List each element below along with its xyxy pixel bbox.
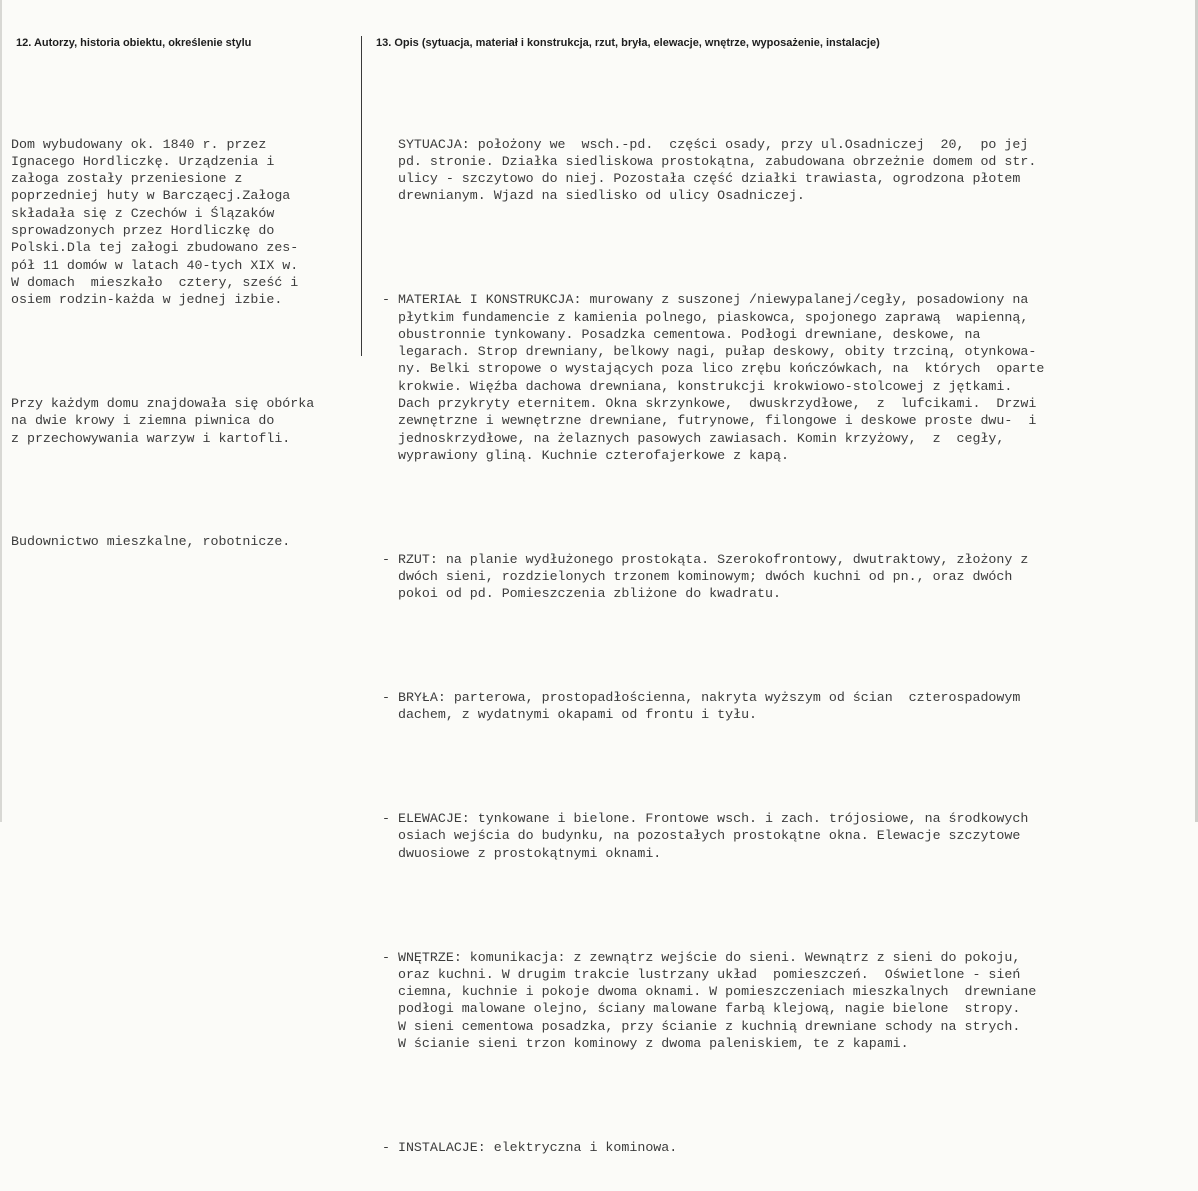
style-paragraph: Budownictwo mieszkalne, robotnicze.: [11, 534, 291, 550]
section-13-header: 13. Opis (sytuacja, materiał i konstrukcja, rzut, bryła, elewacje, wnętrze, wyposażenie, instalacje): [376, 37, 880, 49]
section-12-header: 12. Autorzy, historia obiektu, określenie stylu: [16, 37, 252, 49]
material-construction-paragraph: - MATERIAŁ I KONSTRUKCJA: murowany z suszonej /niewypalanej/cegły, posadowiony na płytkim fundamencie z kamienia polnego, piaskowca, spojonego zaprawą wapienną, obustronnie tynkowany. Posadzka cementowa. Podłogi drewniane, deskowe, na legarach. Strop drewniany, belkowy nagi, pułap deskowy, obity trzciną, otynkowa- ny. Belki stropowe o wystających poza lico zrębu kończówkach, na których oparte krokwie. Więźba dachowa drewniana, konstrukcji krokwiowo-stolcowej z jętkami. Dach przykryty eternitem. Okna skrzynkowe, dwuskrzydłowe, z lufcikami. Drzwi zewnętrzne i wewnętrzne drewniane, futrynowe, filongowe i deskowe proste dwu- i jednoskrzydłowe, na żelaznych pasowych zawiasach. Komin krzyżowy, z cegły, wyprawiony gliną. Kuchnie czterofajerkowe z kapą.: [382, 292, 1045, 463]
description-column: [382, 101, 1044, 1191]
paragraph-gap: [382, 1087, 1044, 1104]
page-edge-left: [0, 0, 2, 822]
outbuildings-paragraph: Przy każdym domu znajdowała się obórka na dwie krowy i ziemna piwnica do z przechowywania warzyw i kartofli.: [11, 396, 315, 446]
paragraph-gap: [382, 239, 1044, 256]
history-paragraph: Dom wybudowany ok. 1840 r. przez Ignacego Hordliczkę. Urządzenia i załoga zostały przeniesione z poprzedniej huty w Barcząecj.Załoga składała się z Czechów i Ślązaków sprowadzonych przez Hordliczkę do Polski.Dla tej załogi zbudowano zes- pół 11 domów w latach 40-tych XIX w. W domach mieszkało cztery, sześć i osiem rodzin-każda w jednej izbie.: [11, 136, 299, 308]
paragraph-gap: [11, 482, 314, 499]
installations-paragraph: - INSTALACJE: elektryczna i kominowa.: [382, 1139, 678, 1155]
history-column: [11, 101, 314, 585]
plan-paragraph: - RZUT: na planie wydłużonego prostokąta. Szerokofrontowy, dwutraktowy, złożony z dwóch sieni, rozdzielonych trzonem kominowym; dwóch kuchni od pn., oraz dwóch pokoi od pd. Pomieszczenia zbliżone do kwadratu.: [382, 551, 1029, 602]
interior-paragraph: - WNĘTRZE: komunikacja: z zewnątrz wejście do sieni. Wewnątrz z sieni do pokoju, oraz kuchni. W drugim trakcie lustrzany układ pomieszczeń. Oświetlone - sień ciemna, kuchnie i pokoje dwoma oknami. W pomieszczeniach mieszkalnych drewniane podłogi malowane olejno, ściany malowane farbą klejową, nagie bielone stropy. W sieni cementowa posadzka, przy ścianie z kuchnią drewniane schody na strych. W ścianie sieni trzon kominowy z dwoma paleniskiem, te z kapami.: [382, 949, 1037, 1052]
paragraph-gap: [382, 897, 1044, 914]
situation-paragraph: SYTUACJA: położony we wsch.-pd. części osady, przy ul.Osadniczej 20, po jej pd. stronie. Działka siedliskowa prostokątna, zabudowana obrzeżnie domem od str. ulicy - szczytowo do niej. Pozostała część działki trawiasta, ogrodzona płotem drewnianym. Wjazd na siedlisko od ulicy Osadniczej.: [397, 136, 1037, 204]
elevations-paragraph: - ELEWACJE: tynkowane i bielone. Frontowe wsch. i zach. trójosiowe, na środkowych osiach wejścia do budynku, na pozostałych prostokątne okna. Elewacje szczytowe dwuosiowe z prostokątnymi oknami.: [382, 811, 1029, 861]
column-divider: [361, 36, 362, 356]
paragraph-gap: [11, 343, 314, 360]
massing-paragraph: - BRYŁA: parterowa, prostopadłościenna, nakryta wyższym od ścian czterospadowym dachem, z wydatnymi okapami od frontu i tyłu.: [382, 690, 1021, 723]
paragraph-gap: [382, 758, 1044, 775]
paragraph-gap: [382, 499, 1044, 516]
paragraph-gap: [382, 637, 1044, 654]
